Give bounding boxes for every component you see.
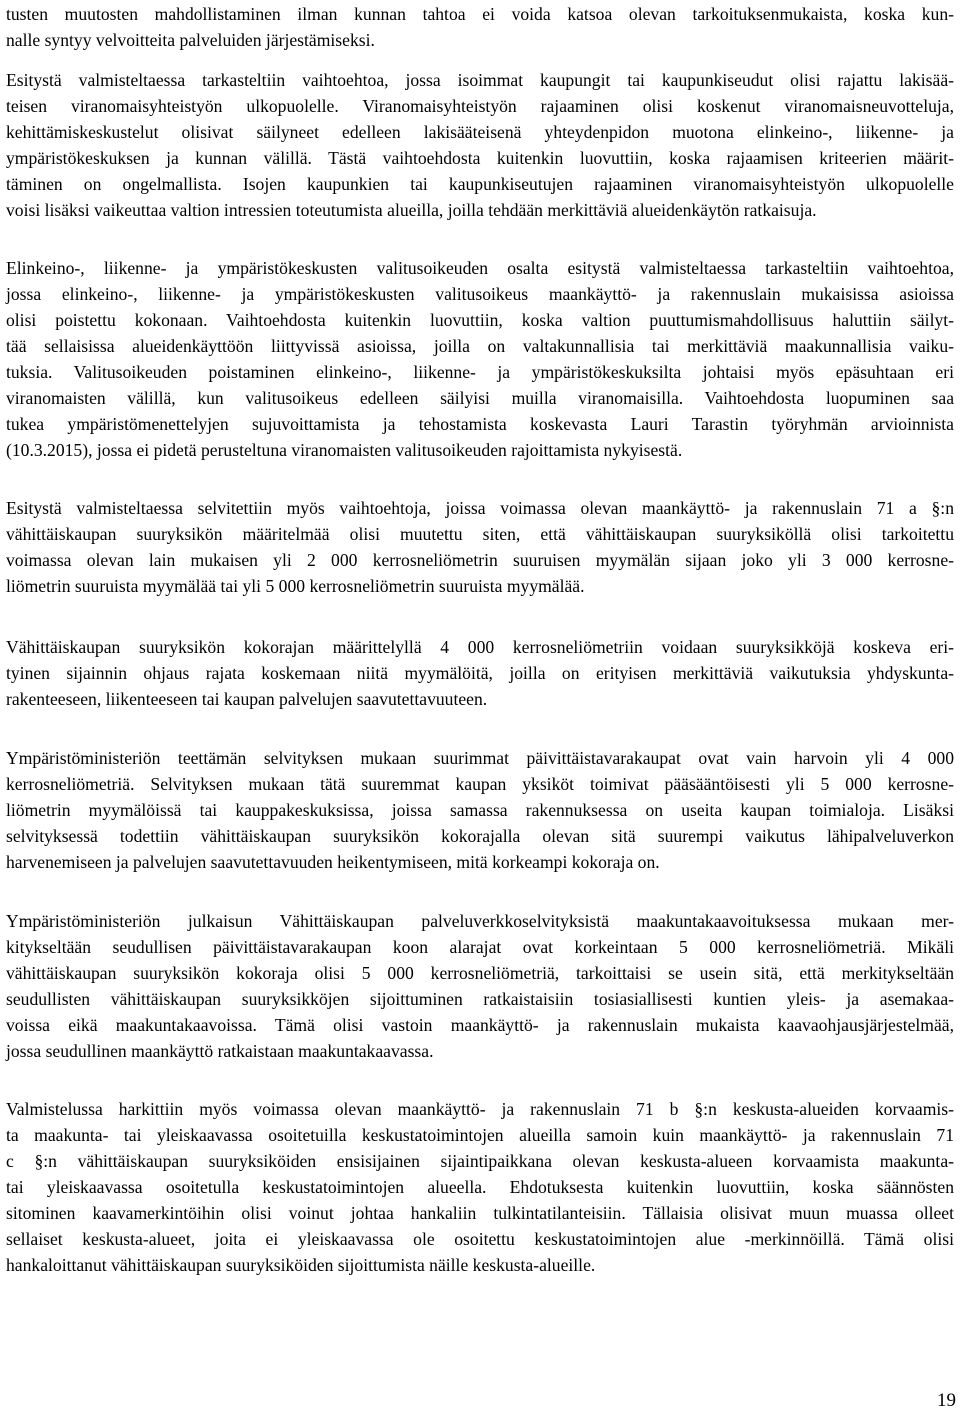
text-line: tää sellaisissa alueidenkäyttöön liittyvissä asioissa, joilla on valtakunnallisia tai merkittäviä maakunnallisia vaiku-: [6, 336, 954, 356]
text-line: harvenemiseen ja palvelujen saavutettavuuden heikentymiseen, mitä korkeampi kokoraja on.: [6, 852, 660, 872]
text-line: tyinen sijainnin ohjaus rajata koskemaan niitä myymälöitä, joilla on erityisen merkittäviä vaikutuksia yhdyskunta-: [6, 663, 954, 683]
text-line: (10.3.2015), jossa ei pidetä perusteltuna viranomaisten valitusoikeuden rajoittamista nykyisestä.: [6, 440, 683, 460]
text-line: Esitystä valmisteltaessa tarkasteltiin vaihtoehtoa, jossa isoimmat kaupungit tai kaupunkiseudut olisi rajattu lakisää-: [6, 70, 954, 90]
text-line: jossa elinkeino-, liikenne- ja ympäristökeskusten valitusoikeus maankäyttö- ja rakennuslain mukaisissa asioissa: [6, 284, 954, 304]
text-line: seudullisten vähittäiskaupan suuryksikköjen sijoittuminen ratkaistaisiin tosiasiallisesti kuntien yleis- ja asemakaa-: [6, 989, 954, 1009]
text-line: selvityksessä todettiin vähittäiskaupan suuryksikön kokorajalla olevan sitä suurempi vaikutus lähipalveluverkon: [6, 826, 954, 846]
text-line: tuksia. Valitusoikeuden poistaminen elinkeino-, liikenne- ja ympäristökeskuksilta johtaisi myös epäsuhtaan eri: [6, 362, 954, 382]
text-line: Vähittäiskaupan suuryksikön kokorajan määrittelyllä 4 000 kerrosneliömetriin voidaan suuryksikköjä koskeva eri-: [6, 637, 954, 657]
text-line: tukea ympäristömenettelyjen sujuvoittamista ja tehostamista koskevasta Lauri Tarastin työryhmän arvioinnista: [6, 414, 954, 434]
text-line: sitominen kaavamerkintöihin olisi voinut johtaa hankaliin tulkintatilanteisiin. Tällaisia olisivat muun muassa olleet: [6, 1203, 954, 1223]
text-line: viranomaisten välillä, kun valitusoikeus edelleen säilyisi muilla viranomaisilla. Vaihtoehdosta luopuminen saa: [6, 388, 954, 408]
text-line: tusten muutosten mahdollistaminen ilman kunnan tahtoa ei voida katsoa olevan tarkoituksenmukaista, koska kun-: [6, 4, 954, 24]
text-line: kehittämiskeskustelut olisivat säilyneet edelleen lakisääteisenä yhteydenpidon muotona elinkeino-, liikenne- ja: [6, 122, 954, 142]
text-line: teisen viranomaisyhteistyön ulkopuolelle. Viranomaisyhteistyön rajaaminen olisi koskenut viranomaisneuvotteluja,: [6, 96, 954, 116]
text-line: vähittäiskaupan suuryksikön määritelmää olisi muutettu siten, että vähittäiskaupan suuryksiköllä olisi tarkoitettu: [6, 524, 954, 544]
text-line: Ympäristöministeriön teettämän selvityksen mukaan suurimmat päivittäistavarakaupat ovat vain harvoin yli 4 000: [6, 748, 954, 768]
text-line: liömetrin myymälöissä tai kauppakeskuksissa, joissa samassa rakennuksessa on useita kaupan toimialoja. Lisäksi: [6, 800, 954, 820]
text-line: jossa seudullinen maankäyttö ratkaistaan maakuntakaavassa.: [6, 1041, 434, 1061]
text-line: Elinkeino-, liikenne- ja ympäristökeskusten valitusoikeuden osalta esitystä valmisteltaessa tarkasteltiin vaihtoehtoa,: [6, 258, 954, 278]
text-line: voisi lisäksi vaikeuttaa valtion intressien toteutumista alueilla, joilla tehdään merkittäviä alueidenkäytön ratkaisuja.: [6, 200, 817, 220]
text-line: Valmistelussa harkittiin myös voimassa olevan maankäyttö- ja rakennuslain 71 b §:n keskusta-alueiden korvaamis-: [6, 1099, 954, 1119]
text-line: rakenteeseen, liikenteeseen tai kaupan palvelujen saavutettavuuteen.: [6, 689, 488, 709]
text-line: hankaloittanut vähittäiskaupan suuryksiköiden sijoittumista näille keskusta-alueille.: [6, 1255, 596, 1275]
text-line: kerrosneliömetriä. Selvityksen mukaan tätä suuremmat kaupan yksiköt toimivat pääsääntöisesti yli 5 000 kerrosne-: [6, 774, 954, 794]
text-line: kitykseltään seudullisen päivittäistavarakaupan koon alarajat ovat korkeintaan 5 000 kerrosneliömetriä. Mikäli: [6, 937, 954, 957]
text-line: ympäristökeskuksen ja kunnan välillä. Tästä vaihtoehdosta kuitenkin luovuttiin, koska rajaamisen kriteerien määrit-: [6, 148, 954, 168]
text-line: Esitystä valmisteltaessa selvitettiin myös vaihtoehtoja, joissa voimassa olevan maankäyttö- ja rakennuslain 71 a §:n: [6, 498, 954, 518]
text-line: voimassa olevan lain mukaisen yli 2 000 kerrosneliömetrin suuruisen myymälän sijaan joko yli 3 000 kerrosne-: [6, 550, 954, 570]
text-line: ta maakunta- tai yleiskaavassa osoitetuilla keskustatoimintojen alueilla samoin kuin maankäyttö- ja rakennuslain 71: [6, 1125, 954, 1145]
text-line: liömetrin suuruista myymälää tai yli 5 000 kerrosneliömetrin suuruista myymälää.: [6, 576, 585, 596]
page-number: 19: [937, 1390, 956, 1411]
text-line: voissa eikä maakuntakaavoissa. Tämä olisi vastoin maankäyttö- ja rakennuslain mukaista kaavaohjausjärjestelmää,: [6, 1015, 954, 1035]
text-line: Ympäristöministeriön julkaisun Vähittäiskaupan palveluverkkoselvityksistä maakuntakaavoituksessa mukaan mer-: [6, 911, 954, 931]
text-line: olisi poistettu kokonaan. Vaihtoehdosta kuitenkin luovuttiin, koska valtion puuttumismahdollisuus haluttiin säilyt-: [6, 310, 954, 330]
text-line: tai yleiskaavassa osoitetulla keskustatoimintojen alueella. Ehdotuksesta kuitenkin luovuttiin, koska säännösten: [6, 1177, 954, 1197]
text-line: c §:n vähittäiskaupan suuryksiköiden ensisijainen sijaintipaikkana olevan keskusta-alueen korvaamista maakunta-: [6, 1151, 954, 1171]
text-line: täminen on ongelmallista. Isojen kaupunkien tai kaupunkiseutujen rajaaminen viranomaisyhteistyön ulkopuolelle: [6, 174, 954, 194]
text-line: nalle syntyy velvoitteita palveluiden järjestämiseksi.: [6, 30, 375, 50]
text-line: sellaiset keskusta-alueet, joita ei yleiskaavassa ole osoitettu keskustatoimintojen alue -merkinnöillä. Tämä olisi: [6, 1229, 954, 1249]
text-line: vähittäiskaupan suuryksikön kokoraja olisi 5 000 kerrosneliömetriä, tarkoittaisi se usein sitä, että merkitykseltään: [6, 963, 954, 983]
